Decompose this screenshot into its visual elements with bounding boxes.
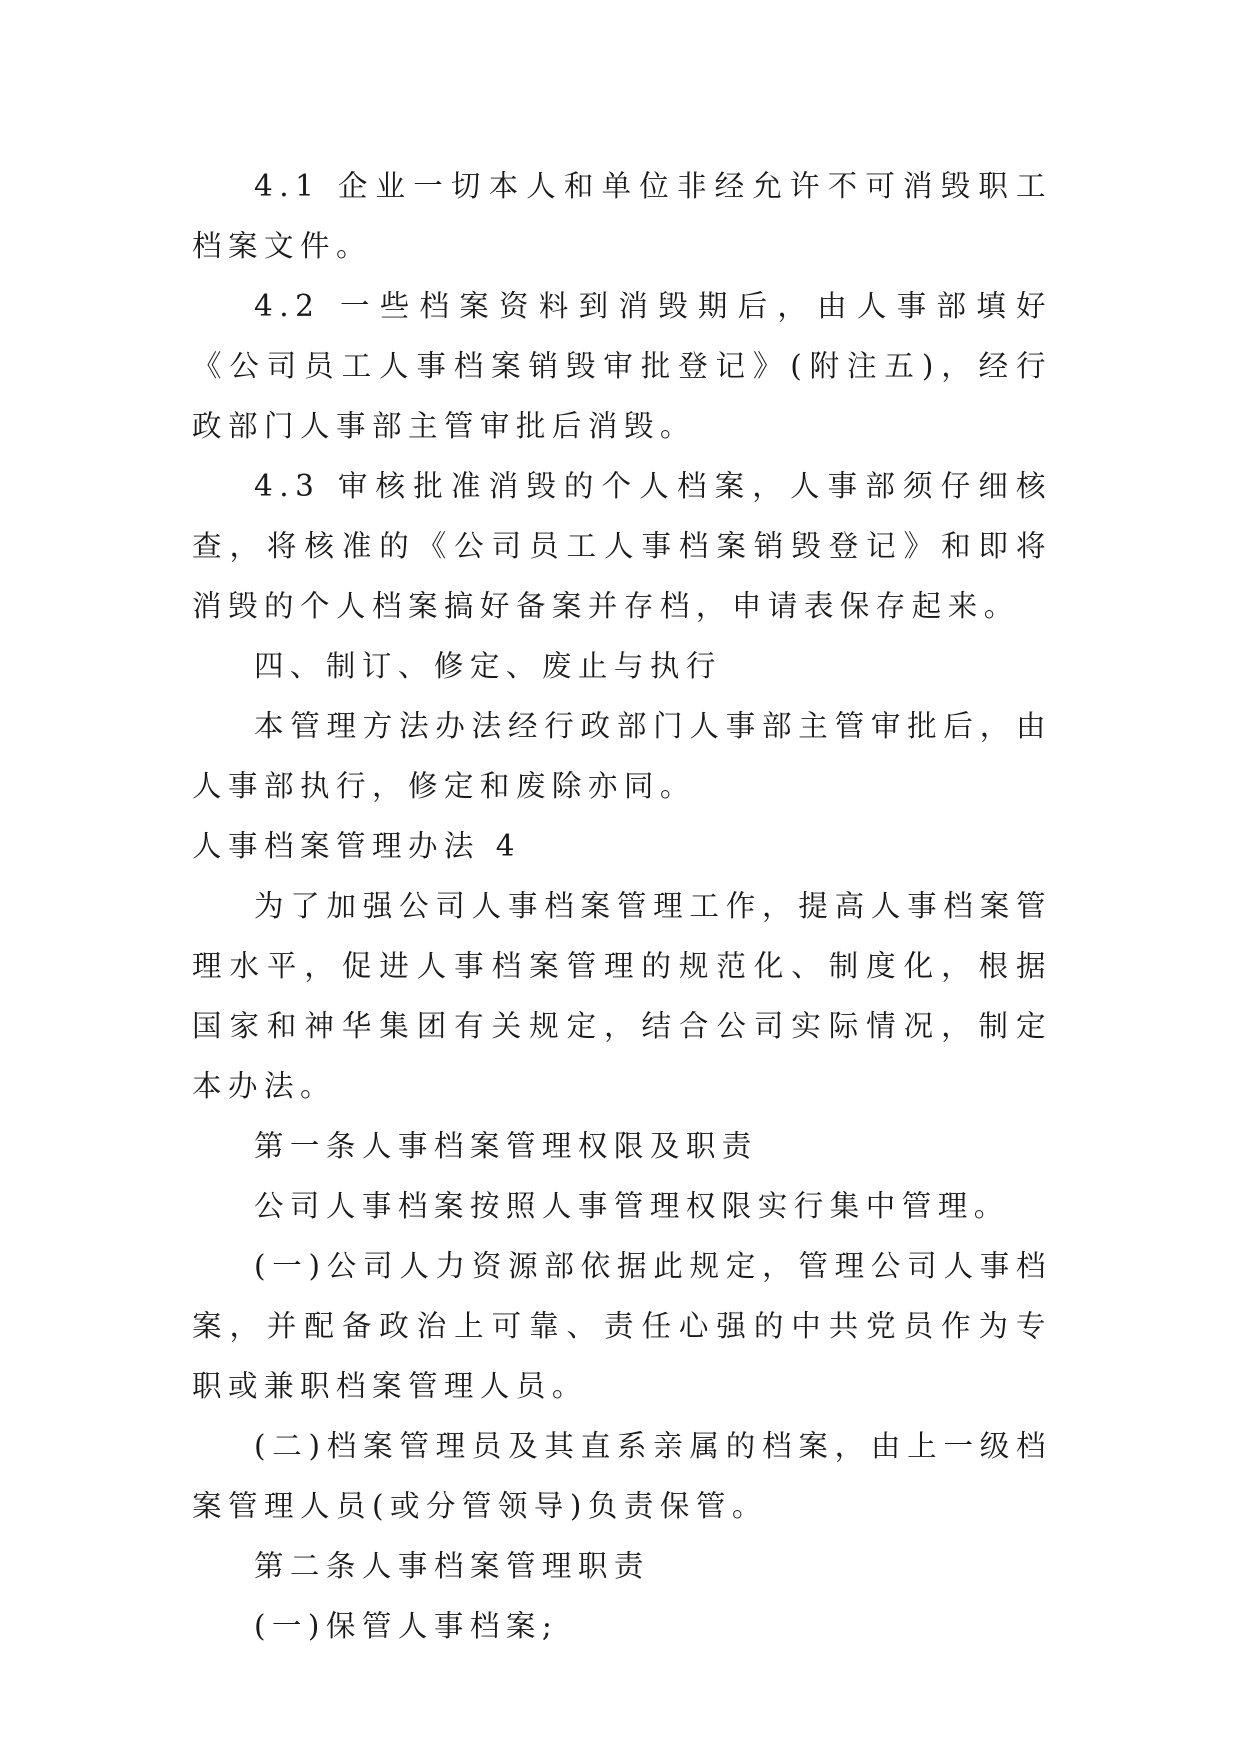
paragraph-centralized: 公司人事档案按照人事管理权限实行集中管理。 — [253, 1189, 1010, 1223]
paragraph-4-3: 4.3 审核批准消毁的个人档案，人事部须仔细核查，将核准的《公司员工人事档案销毁登记》和即将消毁的个人档案搞好备案并存档，申请表保存起来。 — [192, 469, 1052, 623]
paragraph-item-two: (二)档案管理员及其直系亲属的档案，由上一级档案管理人员(或分管领导)负责保管。 — [192, 1429, 1052, 1523]
article-two-heading: 第二条人事档案管理职责 — [253, 1549, 650, 1583]
paragraph-purpose: 为了加强公司人事档案管理工作，提高人事档案管理水平，促进人事档案管理的规范化、制度化，根据国家和神华集团有关规定，结合公司实际情况，制定本办法。 — [192, 889, 1052, 1103]
document-body — [192, 156, 1052, 1656]
article-one-heading: 第一条人事档案管理权限及职责 — [253, 1129, 758, 1163]
paragraph-item-one: (一)公司人力资源部依据此规定，管理公司人事档案，并配备政治上可靠、责任心强的中共党员作为专职或兼职档案管理人员。 — [192, 1249, 1052, 1403]
paragraph-4-2: 4.2 一些档案资料到消毁期后，由人事部填好《公司员工人事档案销毁审批登记》(附注五)，经行政部门人事部主管审批后消毁。 — [192, 289, 1052, 443]
paragraph-4-1: 4.1 企业一切本人和单位非经允许不可消毁职工档案文件。 — [192, 169, 1052, 263]
document-title-4: 人事档案管理办法 4 — [192, 829, 522, 863]
paragraph-duty-one: (一)保管人事档案; — [253, 1609, 559, 1643]
paragraph-execution: 本管理方法办法经行政部门人事部主管审批后，由人事部执行，修定和废除亦同。 — [192, 709, 1052, 803]
section-heading-four: 四、制订、修定、废止与执行 — [253, 649, 722, 683]
